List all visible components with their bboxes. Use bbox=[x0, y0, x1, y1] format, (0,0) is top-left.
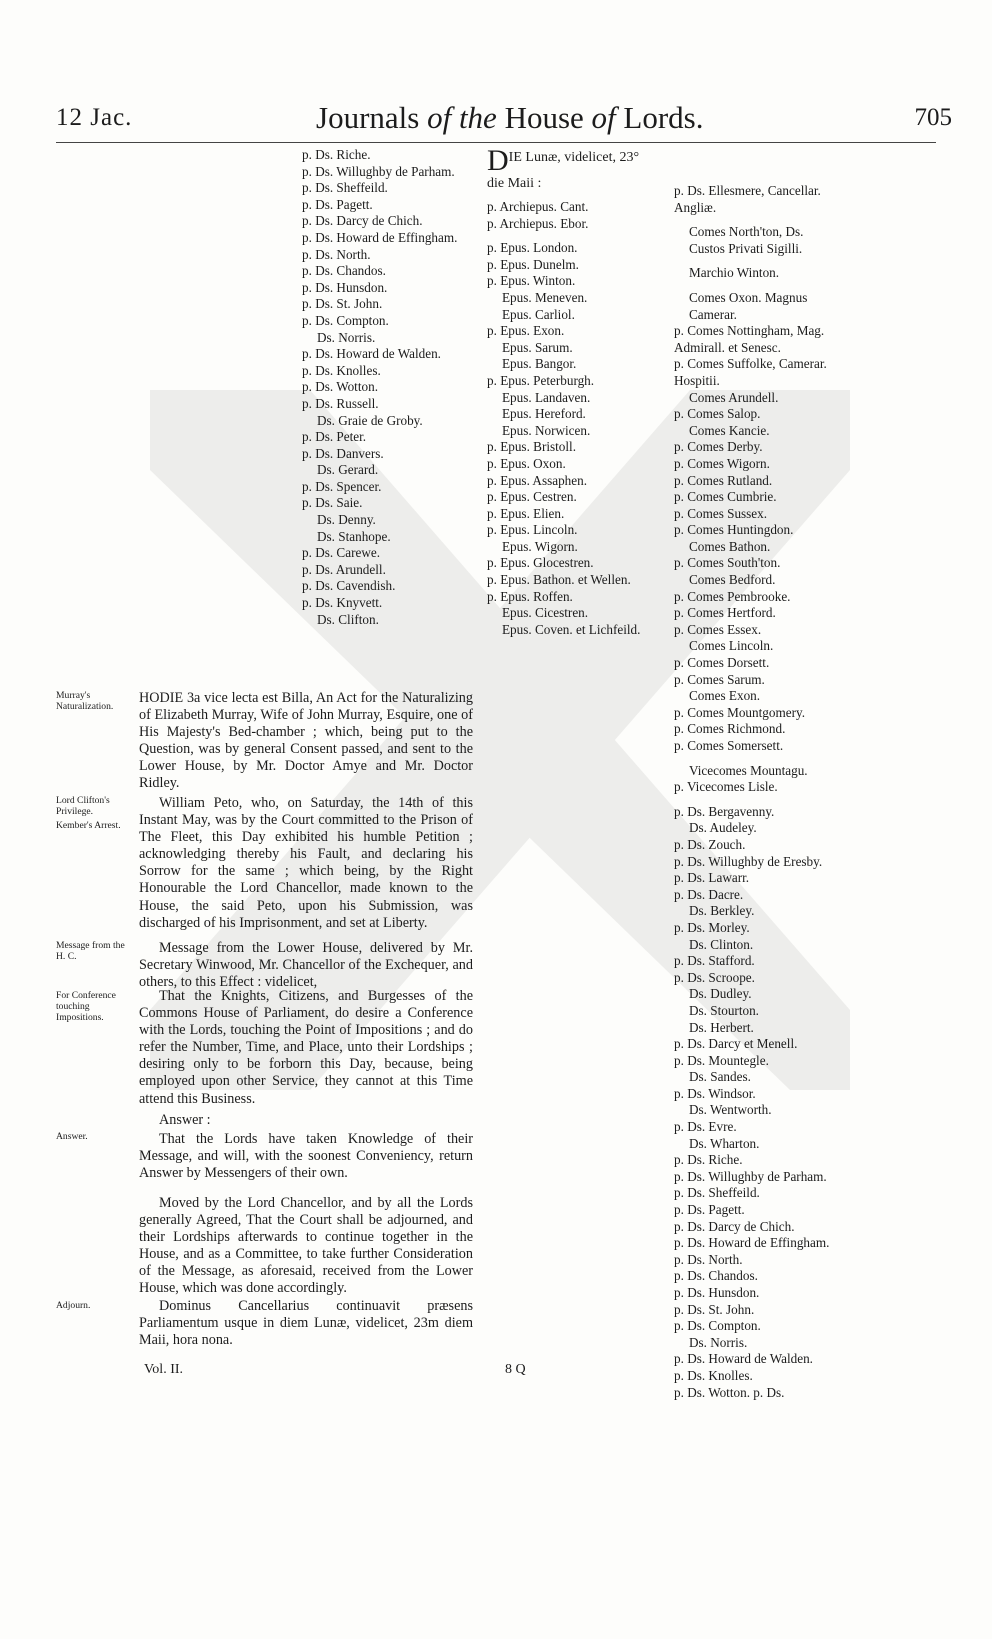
lord-entry: p. Ds. Hunsdon. bbox=[674, 1285, 760, 1300]
lord-entry: p. Ds. Knolles. bbox=[674, 1367, 753, 1383]
lord-entry: Comes Oxon. Magnus Camerar. bbox=[689, 289, 808, 322]
list-gap bbox=[674, 282, 849, 290]
lord-entry: p. Comes Mountgomery. bbox=[674, 704, 806, 720]
lord-entry: p. Ds. Darcy et Menell. bbox=[674, 1036, 798, 1052]
lord-entry: p. Ds. Howard de Effingham. bbox=[302, 229, 458, 245]
lord-entry: p. Epus. London. bbox=[487, 240, 578, 256]
lord-entry: p. Epus. Exon. bbox=[487, 323, 565, 339]
lord-entry: p. Comes Huntingdon. bbox=[674, 522, 794, 538]
lord-entry: p. Ds. Knolles. bbox=[302, 362, 381, 378]
page-number: 705 bbox=[914, 104, 952, 131]
lord-entry: Comes Bathon. bbox=[689, 538, 771, 554]
lord-entry: p. Ds. Danvers. bbox=[302, 445, 384, 461]
answer-heading: Answer : bbox=[159, 1112, 211, 1128]
lord-entry: p. Ds. Stafford. bbox=[674, 953, 755, 969]
lord-entry: p. Vicecomes Lisle. bbox=[674, 779, 778, 795]
lord-entry: Ds. Clinton. bbox=[689, 936, 754, 952]
title-word-of-the: of the bbox=[427, 100, 505, 135]
lord-entry: p. Ds. Compton. bbox=[674, 1318, 761, 1334]
lord-entry: Epus. Meneven. bbox=[502, 289, 588, 305]
lord-entry: p. Comes Richmond. bbox=[674, 721, 786, 737]
lord-entry: p. Epus. Bristoll. bbox=[487, 439, 577, 455]
lord-entry: p. Comes Essex. bbox=[674, 621, 762, 637]
lord-entry: Ds. Clifton. bbox=[317, 611, 379, 627]
lord-entry: Ds. Gerard. bbox=[317, 462, 379, 478]
margin-note-adjourn: Adjourn. bbox=[56, 1300, 91, 1311]
lord-entry: Epus. Norwicen. bbox=[502, 422, 591, 438]
lord-entry: p. Ds. Russell. bbox=[302, 395, 379, 411]
lord-entry: Comes Bedford. bbox=[689, 572, 776, 588]
list-gap bbox=[674, 216, 849, 224]
lord-entry: p. Epus. Bathon. et Wellen. bbox=[487, 572, 631, 588]
lord-entry: p. Ds. Sheffeild. bbox=[674, 1185, 760, 1201]
lord-entry: p. Ds. Morley. bbox=[674, 919, 750, 935]
paragraph-answer: That the Lords have taken Knowledge of their Message, and will, with the soonest Conveniency, return Answer by Messengers of their own. bbox=[139, 1131, 473, 1182]
lord-entry: p. Ds. Darcy de Chich. bbox=[302, 213, 423, 229]
lord-entry: Epus. Bangor. bbox=[502, 356, 577, 372]
lord-entry: Ds. Berkley. bbox=[689, 903, 755, 919]
margin-note-answer: Answer. bbox=[56, 1131, 88, 1142]
lord-entry: Epus. Cicestren. bbox=[502, 605, 589, 621]
lord-entry: p. Ds. Saie. bbox=[302, 495, 363, 511]
lord-entry: p. Epus. Lincoln. bbox=[487, 522, 578, 538]
lord-entry: p. Ds. Riche. bbox=[302, 147, 371, 162]
list-gap bbox=[674, 755, 849, 763]
lord-entry: p. Ds. Knyvett. bbox=[302, 595, 383, 611]
list-gap bbox=[674, 257, 849, 265]
lord-entry: Ds. Dudley. bbox=[689, 986, 752, 1002]
lord-entry: Ds. Sandes. bbox=[689, 1069, 751, 1085]
lord-entry: p. Comes Sussex. bbox=[674, 505, 768, 521]
lord-entry: p. Epus. Dunelm. bbox=[487, 256, 579, 272]
margin-note-message: Message from the H. C. bbox=[56, 940, 125, 962]
lord-entry: p. Archiepus. Ebor. bbox=[487, 215, 589, 231]
lord-entry: p. Ds. St. John. bbox=[674, 1301, 755, 1317]
lord-entry: p. Comes Salop. bbox=[674, 406, 761, 422]
lord-entry: Ds. Norris. bbox=[317, 329, 376, 345]
lord-entry: p. Ds. Compton. bbox=[302, 312, 389, 328]
lord-entry: p. Ds. Hunsdon. bbox=[302, 279, 388, 295]
lord-entry: Comes Lincoln. bbox=[689, 638, 774, 654]
paragraph-adjourn: Dominus Cancellarius continuavit præsens Parliamentum usque in diem Lunæ, videlicet, 23m diem Maii, hora nona. bbox=[139, 1298, 473, 1349]
lord-entry: p. Ds. Chandos. bbox=[302, 263, 386, 279]
lord-entry: p. Ds. Howard de Walden. bbox=[302, 346, 441, 362]
title-word-of: of bbox=[591, 100, 624, 135]
lord-entry: p. Ds. Windsor. bbox=[674, 1085, 756, 1101]
lord-entry: Epus. Landaven. bbox=[502, 389, 591, 405]
lord-entry: Epus. Coven. et Lichfeild. bbox=[502, 621, 641, 637]
lords-list-column-1 bbox=[302, 147, 470, 628]
lord-entry: p. Ds. Zouch. bbox=[674, 836, 746, 852]
lord-entry: p. Ds. Pagett. bbox=[302, 196, 373, 212]
lord-entry: p. Epus. Roffen. bbox=[487, 588, 573, 604]
lord-entry: p. Ds. North. bbox=[302, 246, 371, 262]
lord-entry: p. Epus. Peterburgh. bbox=[487, 372, 595, 388]
lord-entry: p. Comes Pembrooke. bbox=[674, 588, 791, 604]
lord-entry: Ds. Wentworth. bbox=[689, 1102, 772, 1118]
journal-title bbox=[316, 100, 704, 136]
lord-entry: p. Comes Nottingham, Mag. Admirall. et Senesc. bbox=[674, 323, 825, 355]
lord-entry: p. Ds. Sheffeild. bbox=[302, 180, 388, 196]
lord-entry: p. Ds. Chandos. bbox=[674, 1268, 758, 1284]
sitting-date-text: IE Lunæ, videlicet, 23° die Maii : bbox=[487, 150, 640, 191]
lord-entry: p. Epus. Cestren. bbox=[487, 489, 577, 505]
lord-entry: p. Ds. Carewe. bbox=[302, 545, 381, 561]
lord-entry: p. Comes Suffolke, Camerar. Hospitii. bbox=[674, 356, 827, 388]
lord-entry: p. Ds. Dacre. bbox=[674, 886, 744, 902]
lord-entry: p. Ds. Howard de Walden. bbox=[674, 1351, 813, 1367]
lord-entry: p. Comes Somersett. bbox=[674, 738, 784, 753]
lord-entry: p. Ds. Scroope. bbox=[674, 969, 755, 985]
lord-entry: p. Ds. Evre. bbox=[674, 1119, 737, 1135]
lord-entry: p. Ds. St. John. bbox=[302, 296, 383, 312]
volume-label: Vol. II. bbox=[144, 1362, 184, 1377]
lord-entry: p. Epus. Winton. bbox=[487, 273, 576, 289]
lord-entry: Marchio Winton. bbox=[689, 265, 780, 281]
lord-entry: p. Ds. Arundell. bbox=[302, 561, 386, 577]
lord-entry: p. Ds. Willughby de Eresby. bbox=[674, 853, 823, 869]
title-word-house: House bbox=[504, 100, 592, 135]
margin-note-kember: Kember's Arrest. bbox=[56, 820, 121, 831]
lord-entry: p. Ds. Cavendish. bbox=[302, 578, 396, 594]
lord-entry: p. Comes Derby. bbox=[674, 439, 763, 455]
lord-entry: p. Ds. Bergavenny. bbox=[674, 803, 775, 819]
lord-entry: p. Ds. Ellesmere, Cancellar. Angliæ. bbox=[674, 183, 821, 215]
lord-entry: Ds. Stourton. bbox=[689, 1002, 759, 1018]
lord-entry: p. Ds. Lawarr. bbox=[674, 870, 750, 886]
lord-entry: p. Ds. North. bbox=[674, 1251, 743, 1267]
lord-entry: Ds. Denny. bbox=[317, 512, 376, 528]
list-gap bbox=[674, 796, 849, 804]
lord-entry: p. Ds. Willughby de Parham. bbox=[302, 163, 455, 179]
lord-entry: p. Ds. Spencer. bbox=[302, 478, 382, 494]
lord-entry: p. Comes Dorsett. bbox=[674, 655, 770, 671]
paragraph-conference: That the Knights, Citizens, and Burgesses of the Commons House of Parliament, do desire a Conference with the Lords, touching the Point of Impositions ; and do refer the Number, Time, and Place, unto their Lordships ; desiring only to be forborn this Day, because, being employed upon other Service, they cannot at this Time attend this Business. bbox=[139, 988, 473, 1107]
lord-entry: Comes Arundell. bbox=[689, 389, 779, 405]
lord-entry: p. Epus. Oxon. bbox=[487, 455, 566, 471]
lord-entry: Vicecomes Mountagu. bbox=[689, 762, 808, 778]
lord-entry: Ds. Norris. bbox=[689, 1334, 748, 1350]
margin-note-conference: For Conference touching Impositions. bbox=[56, 990, 116, 1023]
paragraph-moved: Moved by the Lord Chancellor, and by all the Lords generally Agreed, That the Court shall be adjourned, and their Lordships afterwards to continue together in the House, and as a Committee, to take further Consideration of the Message, as aforesaid, received from the Lower House, which was done accordingly. bbox=[139, 1195, 473, 1297]
paragraph-message: Message from the Lower House, delivered by Mr. Secretary Winwood, Mr. Chancellor of the Exchequer, and others, to this Effect : videlicet, bbox=[139, 940, 473, 991]
lord-entry: p. Comes Cumbrie. bbox=[674, 489, 777, 505]
lord-entry: Epus. Wigorn. bbox=[502, 538, 578, 554]
lord-entry: Ds. Wharton. bbox=[689, 1135, 760, 1151]
lord-entry: p. Ds. Howard de Effingham. bbox=[674, 1235, 830, 1251]
lords-list-column-3 bbox=[674, 183, 849, 1401]
lord-entry: Epus. Hereford. bbox=[502, 406, 586, 422]
page-header bbox=[0, 100, 992, 146]
lord-entry: Epus. Sarum. bbox=[502, 339, 573, 355]
lord-entry: p. Ds. Willughby de Parham. bbox=[674, 1168, 827, 1184]
margin-note-clifton: Lord Clifton's Privilege. bbox=[56, 795, 110, 817]
lord-entry: Comes North'ton, Ds. Custos Privati Sigilli. bbox=[689, 224, 804, 256]
lord-entry: p. Ds. Riche. bbox=[674, 1152, 743, 1168]
lord-entry: Ds. Audeley. bbox=[689, 820, 757, 836]
lord-entry: p. Ds. Wotton. p. Ds. bbox=[674, 1384, 785, 1400]
lord-entry: Comes Exon. bbox=[689, 688, 761, 704]
title-word-lords: Lords. bbox=[623, 100, 704, 135]
lord-entry: p. Archiepus. Cant. bbox=[487, 199, 589, 214]
header-rule bbox=[56, 142, 936, 143]
lord-entry: p. Comes Hertford. bbox=[674, 605, 776, 621]
lord-entry: p. Ds. Darcy de Chich. bbox=[674, 1218, 795, 1234]
signature-mark: 8 Q bbox=[505, 1362, 526, 1377]
lord-entry: Ds. Stanhope. bbox=[317, 528, 391, 544]
lord-entry: p. Ds. Wotton. bbox=[302, 379, 378, 395]
paragraph-murray-naturalization: HODIE 3a vice lecta est Billa, An Act for the Naturalizing of Elizabeth Murray, Wife of John Murray, Esquire, one of His Majesty's Bed-chamber ; which, being put to the Question, was by general Consent passed, and sent to the Lower House, by Mr. Doctor Amye and Mr. Doctor Ridley. bbox=[139, 690, 473, 792]
lord-entry: p. Comes Sarum. bbox=[674, 671, 765, 687]
title-word-journals: Journals bbox=[316, 100, 428, 135]
list-gap bbox=[487, 232, 657, 240]
lord-entry: Ds. Graie de Groby. bbox=[317, 412, 423, 428]
regnal-year: 12 Jac. bbox=[56, 104, 133, 131]
lord-entry: p. Ds. Peter. bbox=[302, 429, 367, 445]
lord-entry: p. Ds. Pagett. bbox=[674, 1202, 745, 1218]
drop-cap: D bbox=[487, 144, 509, 177]
lord-entry: Epus. Carliol. bbox=[502, 306, 575, 322]
lord-entry: p. Epus. Glocestren. bbox=[487, 555, 594, 571]
lord-entry: p. Epus. Assaphen. bbox=[487, 472, 588, 488]
lord-entry: p. Comes South'ton. bbox=[674, 555, 781, 571]
lord-entry: p. Ds. Mountegle. bbox=[674, 1052, 769, 1068]
lord-entry: p. Comes Rutland. bbox=[674, 472, 773, 488]
lord-entry: Comes Kancie. bbox=[689, 422, 770, 438]
lord-entry: p. Comes Wigorn. bbox=[674, 455, 770, 471]
lord-entry: Ds. Herbert. bbox=[689, 1019, 754, 1035]
paragraph-peto-petition: William Peto, who, on Saturday, the 14th of this Instant May, was by the Court committed to the Prison of The Fleet, this Day exhibited his humble Petition ; acknowledging thereby his Fault, and declaring his Sorrow for the same ; which being, by the Right Honourable the Lord Chancellor, made known to the House, the said Peto, upon his Submission, was discharged of his Imprisonment, and set at Liberty. bbox=[139, 795, 473, 931]
lords-list-column-2 bbox=[487, 144, 657, 638]
lord-entry: p. Epus. Elien. bbox=[487, 505, 565, 521]
margin-note-murray: Murray's Naturalization. bbox=[56, 690, 114, 712]
sitting-date-heading bbox=[487, 144, 657, 192]
